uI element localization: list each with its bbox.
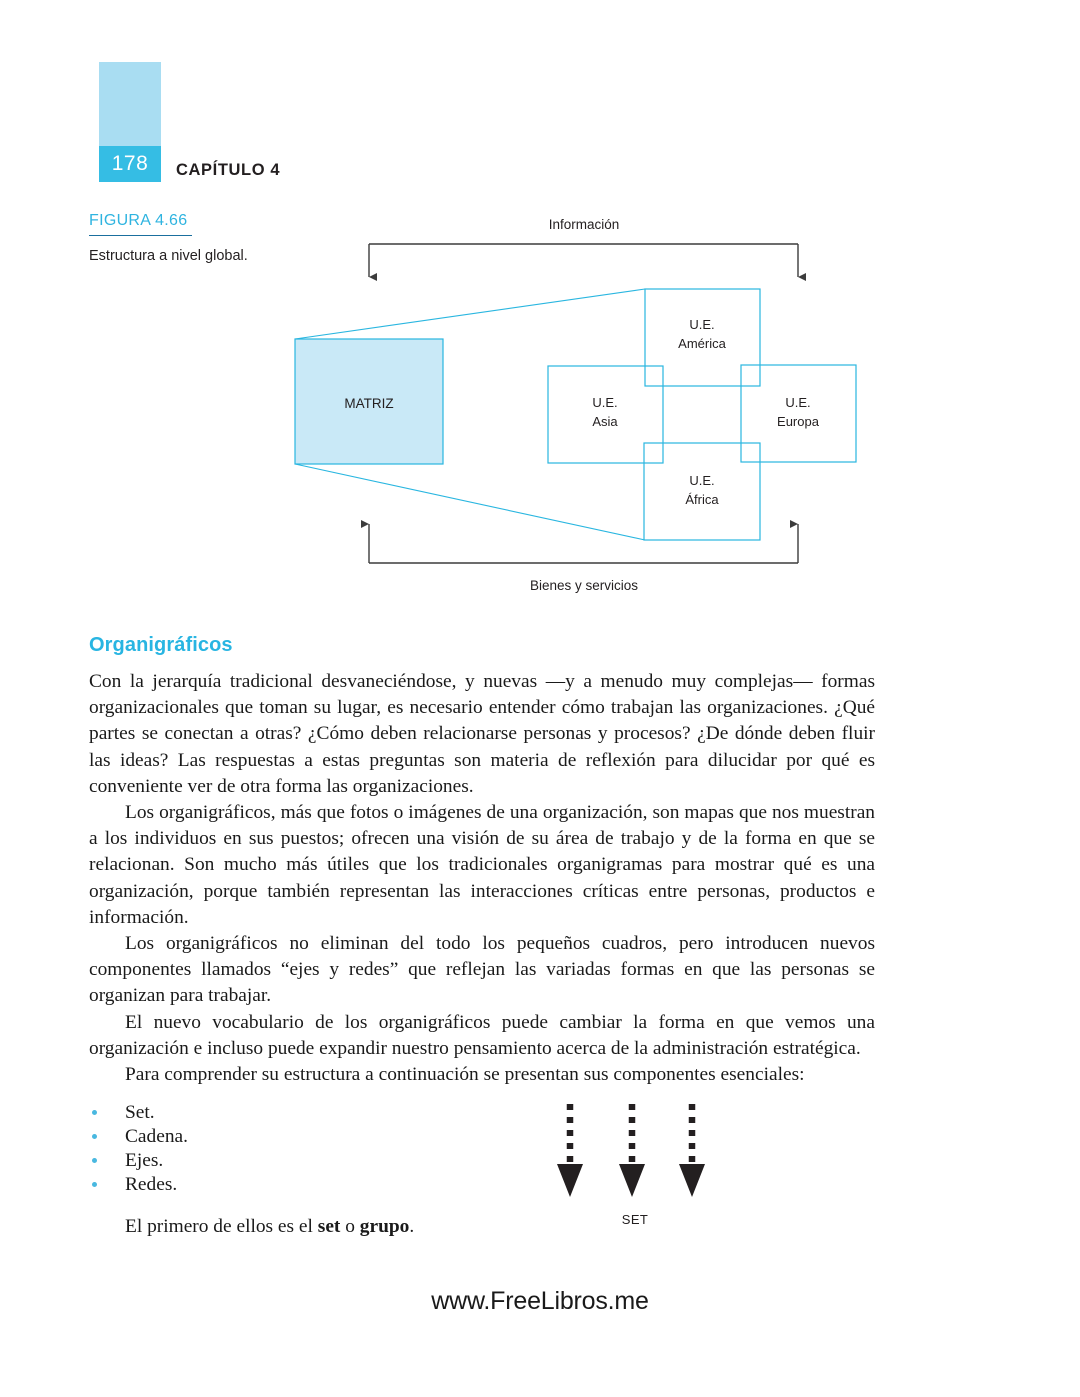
folio-swatch	[99, 62, 161, 182]
body-column	[89, 634, 875, 1240]
node-america-label-2: América	[678, 336, 726, 351]
node-asia	[548, 366, 663, 463]
paragraph-3: Los organigráficos no eliminan del todo los pequeños cuadros, pero introducen nuevos componentes llamados “ejes y redes” que reflejan las variadas formas en que las personas se organizan para trabajar.	[89, 933, 875, 1007]
bullet-icon	[92, 1134, 97, 1139]
node-africa-label-1: U.E.	[689, 473, 715, 488]
page-footer: www.FreeLibros.me	[431, 1287, 649, 1315]
list-item-label: Ejes.	[125, 1150, 164, 1172]
node-matriz-label: MATRIZ	[344, 396, 394, 411]
list-item-label: Cadena.	[125, 1126, 188, 1148]
closing-bold-grupo: grupo	[359, 1215, 410, 1237]
list-item-label: Redes.	[125, 1174, 178, 1196]
paragraph-5: Para comprender su estructura a continuación se presentan sus componentes esenciales:	[125, 1064, 805, 1086]
closing-sentence	[89, 1214, 875, 1240]
node-matriz	[295, 339, 443, 464]
node-europa-label-2: Europa	[777, 414, 819, 429]
closing-prefix: El primero de ellos es el	[125, 1215, 318, 1237]
flow-label-bienes-servicios: Bienes y servicios	[529, 578, 639, 593]
goods-services-flow-arrow	[369, 524, 798, 563]
flow-label-informacion: Información	[548, 217, 620, 232]
section-heading: Organigráficos	[89, 634, 233, 656]
bullet-icon	[92, 1158, 97, 1163]
set-caption: SET	[621, 1212, 649, 1227]
page-header	[99, 62, 859, 182]
information-flow-arrow	[369, 244, 798, 277]
set-dashed-arrow	[679, 1104, 705, 1197]
node-europa-label-1: U.E.	[785, 395, 811, 410]
paragraph-1: Con la jerarquía tradicional desvaneciéndose, y nuevas —y a menudo muy complejas— formas organizacionales que toman su lugar, es necesario entender cómo trabajan las organizaciones. ¿Qué partes se conectan a otras? ¿Cómo deben relacionarse personas y procesos? ¿De dónde deben fluir las ideas? Las respuestas a estas preguntas son materia de reflexión para dilucidar por qué es conveniente ver de otra forma las organizaciones.	[89, 671, 875, 797]
chapter-label: CAPÍTULO 4	[176, 161, 281, 179]
figure-number: FIGURA 4.66	[89, 212, 188, 229]
node-america-label-1: U.E.	[689, 317, 715, 332]
node-asia-label-2: Asia	[592, 414, 618, 429]
page-number: 178	[99, 146, 161, 182]
set-dashed-arrow	[557, 1104, 583, 1197]
node-europa	[741, 365, 856, 462]
figure-rule	[89, 235, 192, 236]
list-item	[89, 1101, 875, 1125]
closing-suffix: .	[409, 1215, 415, 1237]
global-structure-diagram	[280, 205, 900, 605]
set-diagram	[540, 1100, 730, 1240]
list-item-label: Set.	[125, 1102, 155, 1124]
list-item	[89, 1149, 875, 1173]
node-america	[645, 289, 760, 386]
set-dashed-arrow	[619, 1104, 645, 1197]
paragraph-2: Los organigráficos, más que fotos o imágenes de una organización, son mapas que nos muestran a los individuos en sus puestos; ofrecen una visión de su área de trabajo y de la forma en que se relacionan. Son mucho más útiles que los tradicionales organigramas para mostrar qué es una organización, porque también representan las interacciones críticas entre personas, productos e información.	[89, 802, 875, 928]
list-item	[89, 1173, 875, 1197]
closing-middle: o	[340, 1215, 360, 1237]
node-africa	[644, 443, 760, 540]
node-africa-label-2: África	[685, 492, 719, 507]
paragraph-4: El nuevo vocabulario de los organigráficos puede cambiar la forma en que vemos una organización e incluso puede expandir nuestro pensamiento acerca de la administración estratégica.	[89, 1011, 875, 1059]
figure-label-block	[89, 212, 274, 266]
bullet-icon	[92, 1182, 97, 1187]
figure-caption: Estructura a nivel global.	[89, 248, 248, 264]
list-item	[89, 1125, 875, 1149]
bullet-icon	[92, 1110, 97, 1115]
closing-bold-set: set	[317, 1215, 341, 1237]
node-asia-label-1: U.E.	[592, 395, 618, 410]
components-list	[89, 1101, 875, 1197]
